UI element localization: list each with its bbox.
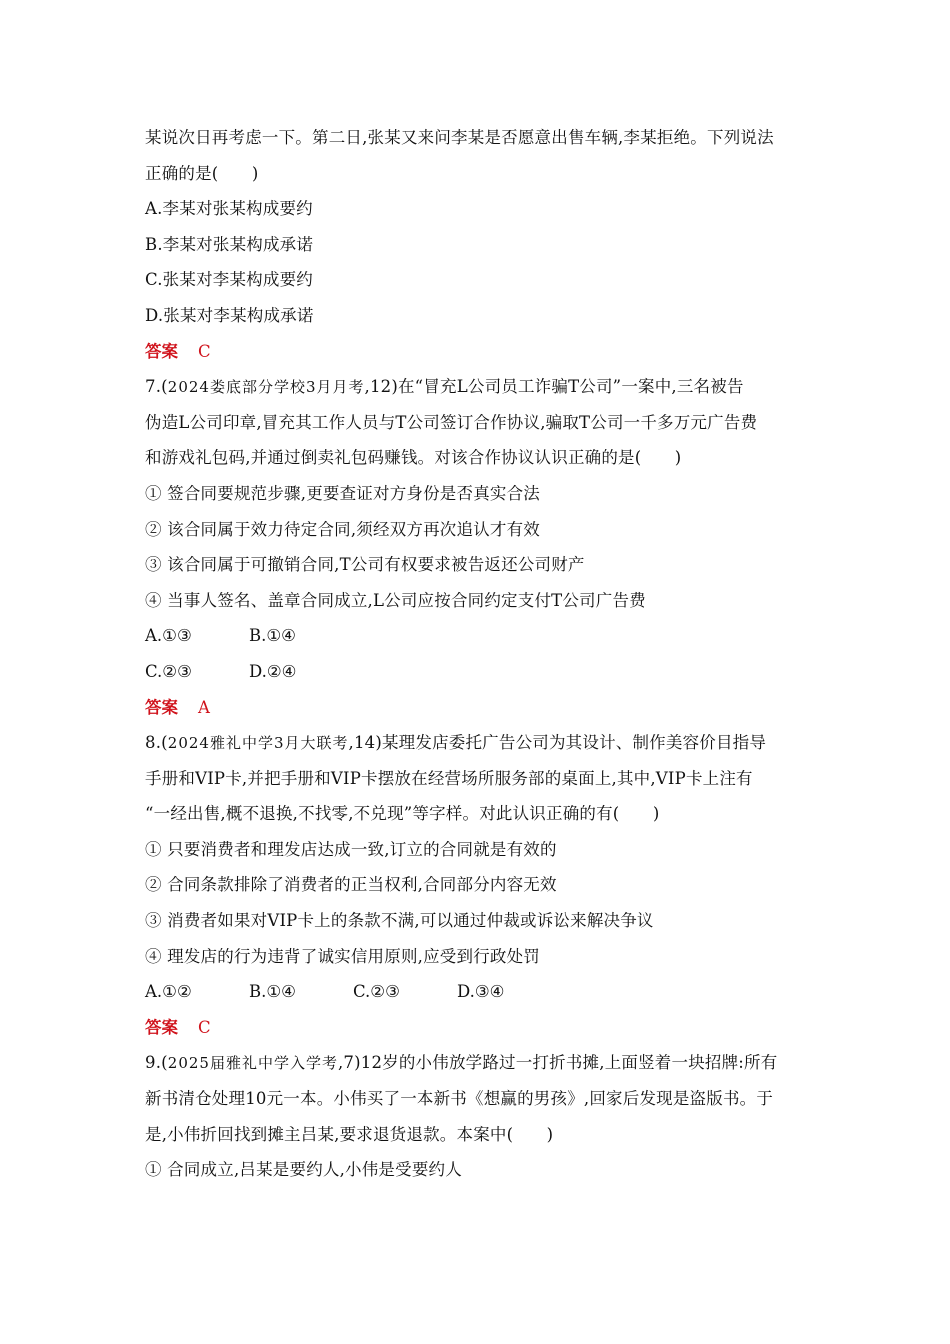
q8-text-line: “一经出售,概不退换,不找零,不兑现”等字样。对此认识正确的有( ): [145, 804, 660, 824]
q7-option-b: B.①④: [249, 626, 296, 646]
q6-text-line: 某说次日再考虑一下。第二日,张某又来问李某是否愿意出售车辆,李某拒绝。下列说法: [145, 128, 774, 147]
q7-statement-3: ③ 该合同属于可撤销合同,T公司有权要求被告返还公司财产: [145, 555, 585, 575]
q6-option-a: A.李某对张某构成要约: [145, 199, 313, 219]
q8-statement-2: ② 合同条款排除了消费者的正当权利,合同部分内容无效: [145, 875, 557, 895]
q8-answer: [145, 1010, 810, 1046]
q6-option-c: C.张某对李某构成要约: [145, 270, 313, 290]
q6-option-b: B.李某对张某构成承诺: [145, 234, 314, 254]
question-number: 9.(: [145, 1053, 168, 1073]
answer-value: C: [198, 1017, 211, 1037]
answer-value: C: [198, 341, 211, 361]
q9-text-line: 是,小伟折回找到摊主吕某,要求退货退款。本案中( ): [145, 1124, 554, 1144]
answer-value: A: [198, 697, 210, 717]
answer-label: 答案: [145, 1017, 178, 1037]
q7-option-d: D.②④: [249, 661, 297, 681]
question-number: 8.(: [145, 733, 168, 753]
q8-option-d: D.③④: [457, 982, 505, 1002]
q9-text-line: 新书清仓处理10元一本。小伟买了一本新书《想赢的男孩》,回家后发现是盗版书。于: [145, 1089, 774, 1109]
q7-option-a: A.①③: [145, 626, 192, 646]
q6-text-line: 正确的是( ): [145, 163, 259, 183]
question-source: 2024雅礼中学3月大联考: [167, 734, 349, 753]
answer-label: 答案: [145, 341, 178, 361]
q7-text-line: 伪造L公司印章,冒充其工作人员与T公司签订合作协议,骗取T公司一千多万元广告费: [145, 412, 758, 432]
q7-text-line: 和游戏礼包码,并通过倒卖礼包码赚钱。对该合作协议认识正确的是( ): [145, 448, 682, 468]
q6-option-d: D.张某对李某构成承诺: [145, 305, 314, 325]
q7-option-c: C.②③: [145, 661, 192, 681]
q9-statement-1: ① 合同成立,吕某是要约人,小伟是受要约人: [145, 1160, 462, 1180]
q8-statement-1: ① 只要消费者和理发店达成一致,订立的合同就是有效的: [145, 839, 557, 859]
q7-options-row-2: [145, 654, 810, 690]
q8-options-row: [145, 974, 810, 1010]
question-ref: ,12): [364, 377, 398, 397]
q8-text-line: 手册和VIP卡,并把手册和VIP卡摆放在经营场所服务部的桌面上,其中,VIP卡上注有: [145, 768, 753, 788]
q7-answer: [145, 690, 810, 726]
q7-options-row-1: [145, 618, 810, 654]
question-ref: ,14): [348, 733, 382, 753]
q8-first-line: [145, 725, 810, 761]
question-ref: ,7): [337, 1053, 361, 1073]
q7-statement-4: ④ 当事人签名、盖章合同成立,L公司应按合同约定支付T公司广告费: [145, 590, 646, 610]
q9-first-line: [145, 1045, 810, 1081]
q7-statement-1: ① 签合同要规范步骤,更要查证对方身份是否真实合法: [145, 483, 540, 503]
document-page: [145, 120, 810, 1188]
question-text: 12岁的小伟放学路过一打折书摊,上面竖着一块招牌:所有: [360, 1053, 778, 1073]
question-text: 某理发店委托广告公司为其设计、制作美容价目指导: [381, 733, 767, 753]
q8-option-c: C.②③: [353, 982, 400, 1002]
question-source: 2025届雅礼中学入学考: [167, 1054, 338, 1073]
q7-first-line: [145, 369, 810, 405]
q8-option-a: A.①②: [145, 982, 192, 1002]
q8-statement-4: ④ 理发店的行为违背了诚实信用原则,应受到行政处罚: [145, 946, 540, 966]
question-text: 在“冒充L公司员工诈骗T公司”一案中,三名被告: [397, 377, 744, 397]
question-number: 7.(: [145, 377, 168, 397]
question-source: 2024娄底部分学校3月月考: [167, 378, 365, 397]
answer-label: 答案: [145, 697, 178, 717]
q7-statement-2: ② 该合同属于效力待定合同,须经双方再次追认才有效: [145, 519, 540, 539]
q8-statement-3: ③ 消费者如果对VIP卡上的条款不满,可以通过仲裁或诉讼来解决争议: [145, 911, 654, 931]
q6-answer: [145, 334, 810, 370]
q8-option-b: B.①④: [249, 982, 296, 1002]
